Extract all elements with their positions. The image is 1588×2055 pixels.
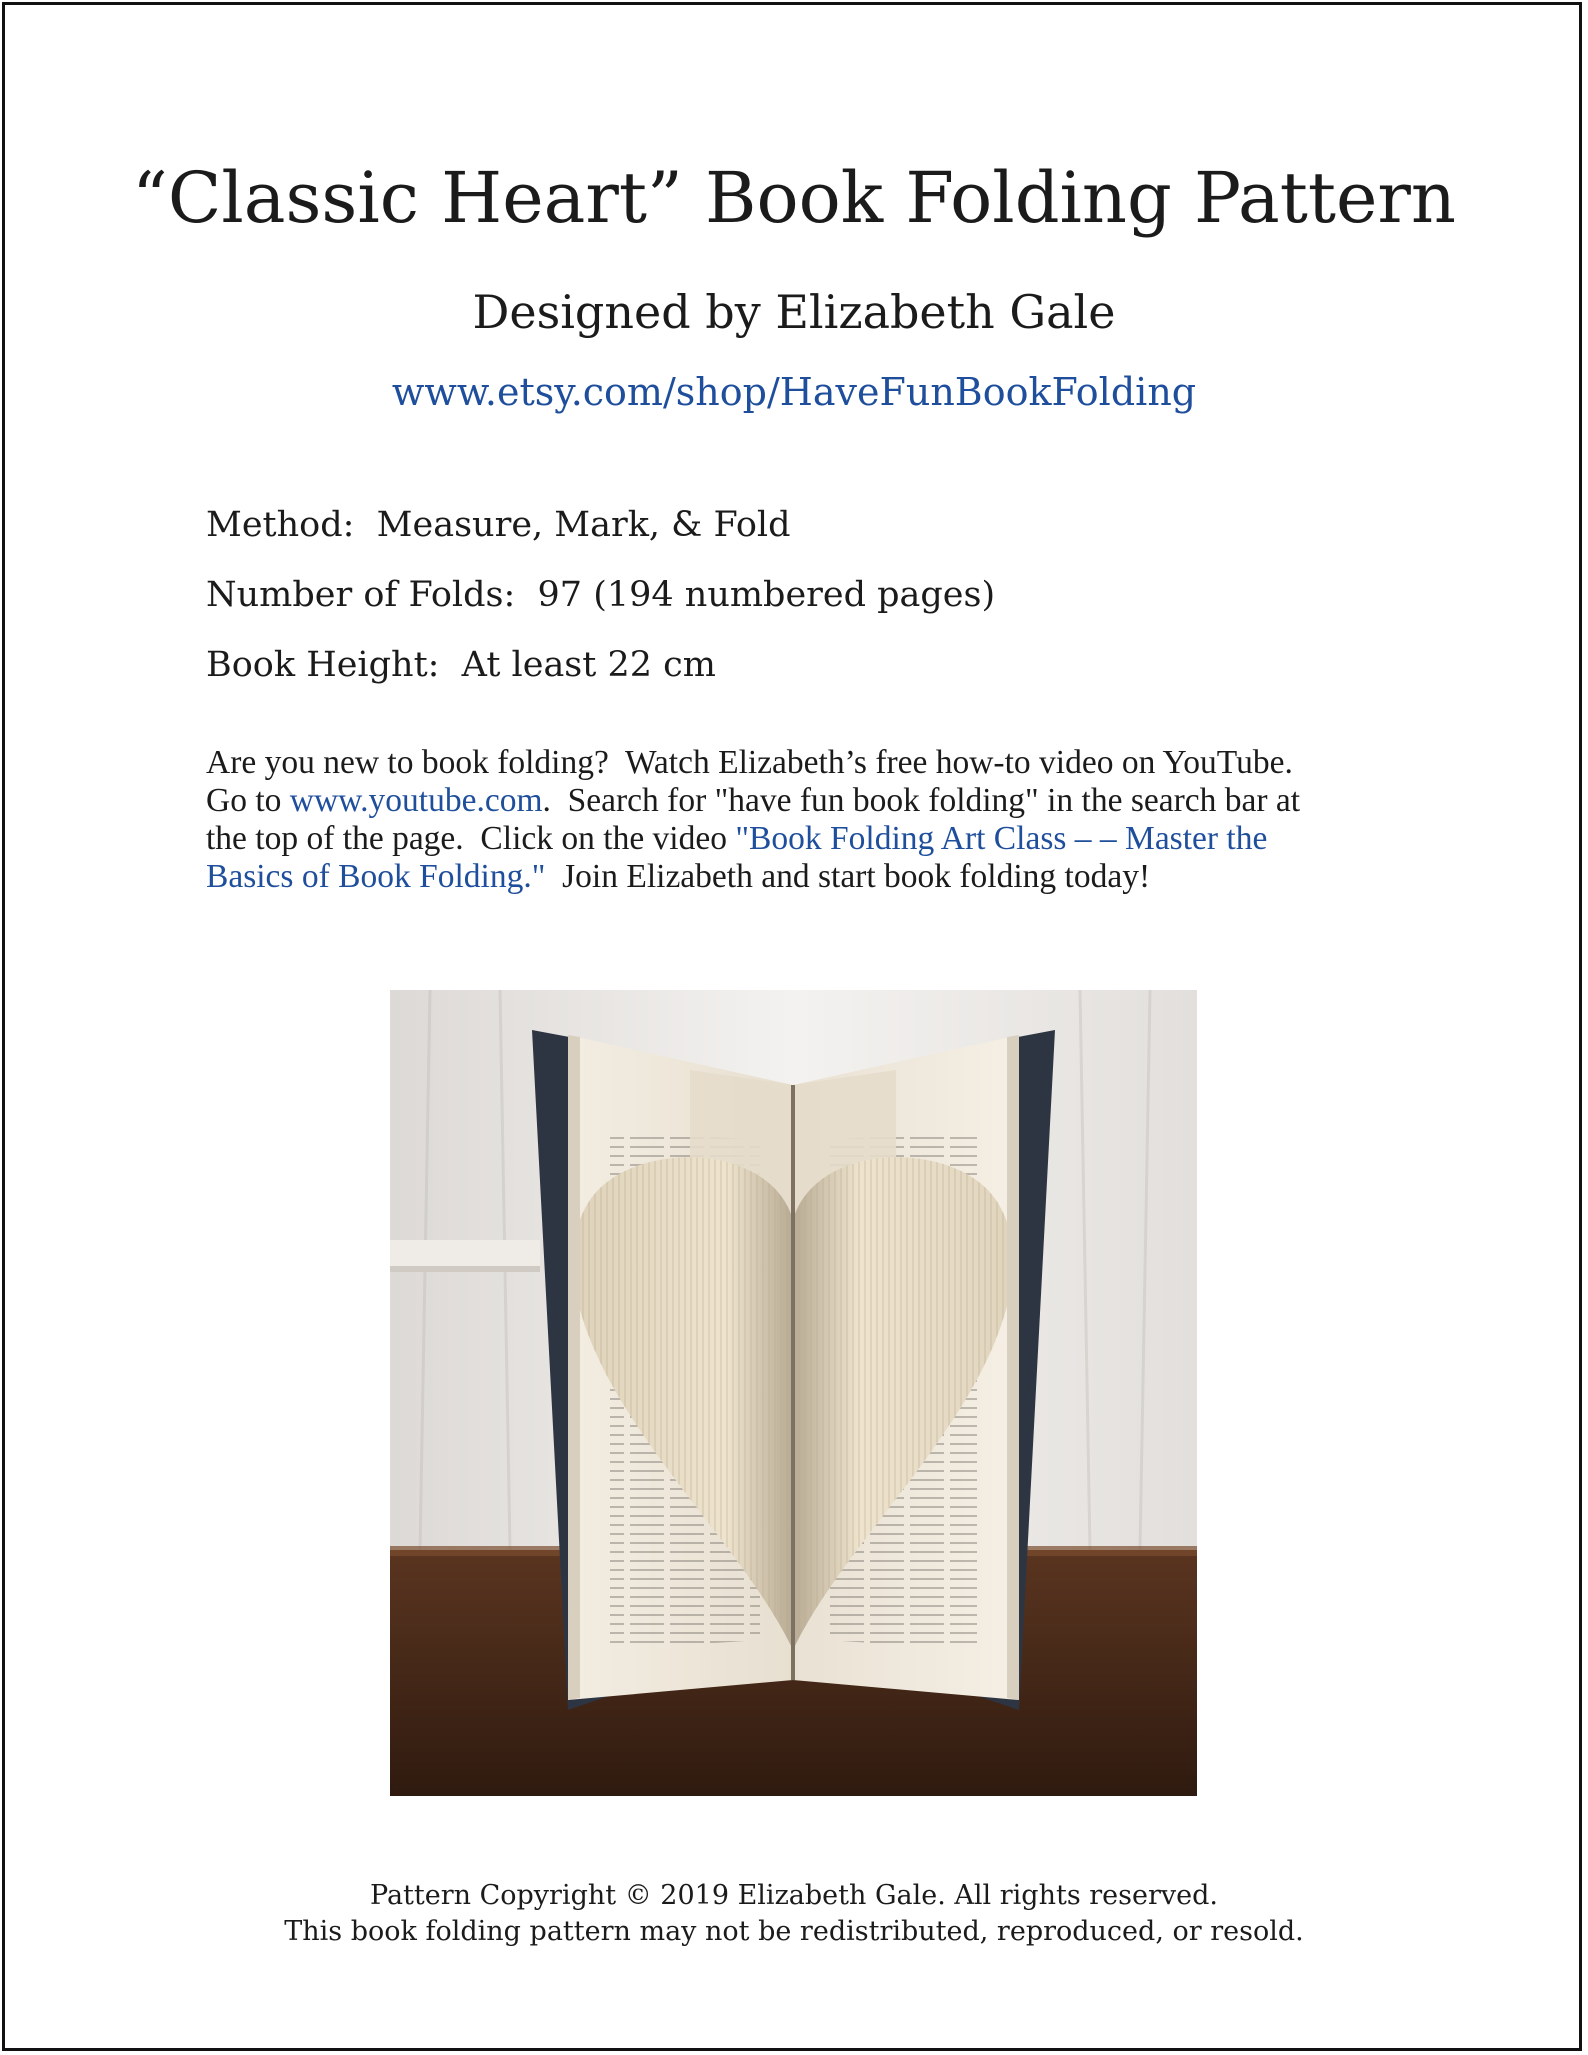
intro-line-3 <box>206 820 1386 858</box>
intro-line-2 <box>206 782 1386 820</box>
folds-detail: Number of Folds: 97 (194 numbered pages) <box>206 575 996 615</box>
etsy-shop-link[interactable]: www.etsy.com/shop/HaveFunBookFolding <box>391 370 1197 414</box>
intro-line-1: Are you new to book folding? Watch Elizabeth’s free how-to video on YouTube. <box>206 744 1293 781</box>
designer-subtitle: Designed by Elizabeth Gale <box>472 285 1116 339</box>
method-detail: Method: Measure, Mark, & Fold <box>206 505 791 545</box>
copyright-footer <box>0 1878 1588 1950</box>
video-title-link[interactable]: "Book Folding Art Class – – Master the <box>735 820 1268 857</box>
video-title-link-continued[interactable]: Basics of Book Folding." <box>206 858 546 895</box>
intro-line-2-suffix: . Search for "have fun book folding" in the search bar at <box>542 782 1301 819</box>
intro-paragraph <box>206 744 1386 896</box>
page-title: “Classic Heart” Book Folding Pattern <box>132 157 1456 239</box>
youtube-link[interactable]: www.youtube.com <box>289 782 543 819</box>
intro-line-4 <box>206 858 1386 896</box>
intro-line-4-suffix: Join Elizabeth and start book folding today! <box>545 858 1151 895</box>
pattern-details <box>206 490 995 700</box>
intro-line-3-prefix: the top of the page. Click on the video <box>206 820 736 857</box>
copyright-line: Pattern Copyright © 2019 Elizabeth Gale. All rights reserved. <box>370 1880 1218 1911</box>
folded-heart-book-photo <box>390 990 1197 1796</box>
redistribution-notice: This book folding pattern may not be redistributed, reproduced, or resold. <box>284 1916 1304 1947</box>
intro-line-2-prefix: Go to <box>206 782 290 819</box>
height-detail: Book Height: At least 22 cm <box>206 645 716 685</box>
heart-book-illustration <box>390 990 1197 1796</box>
